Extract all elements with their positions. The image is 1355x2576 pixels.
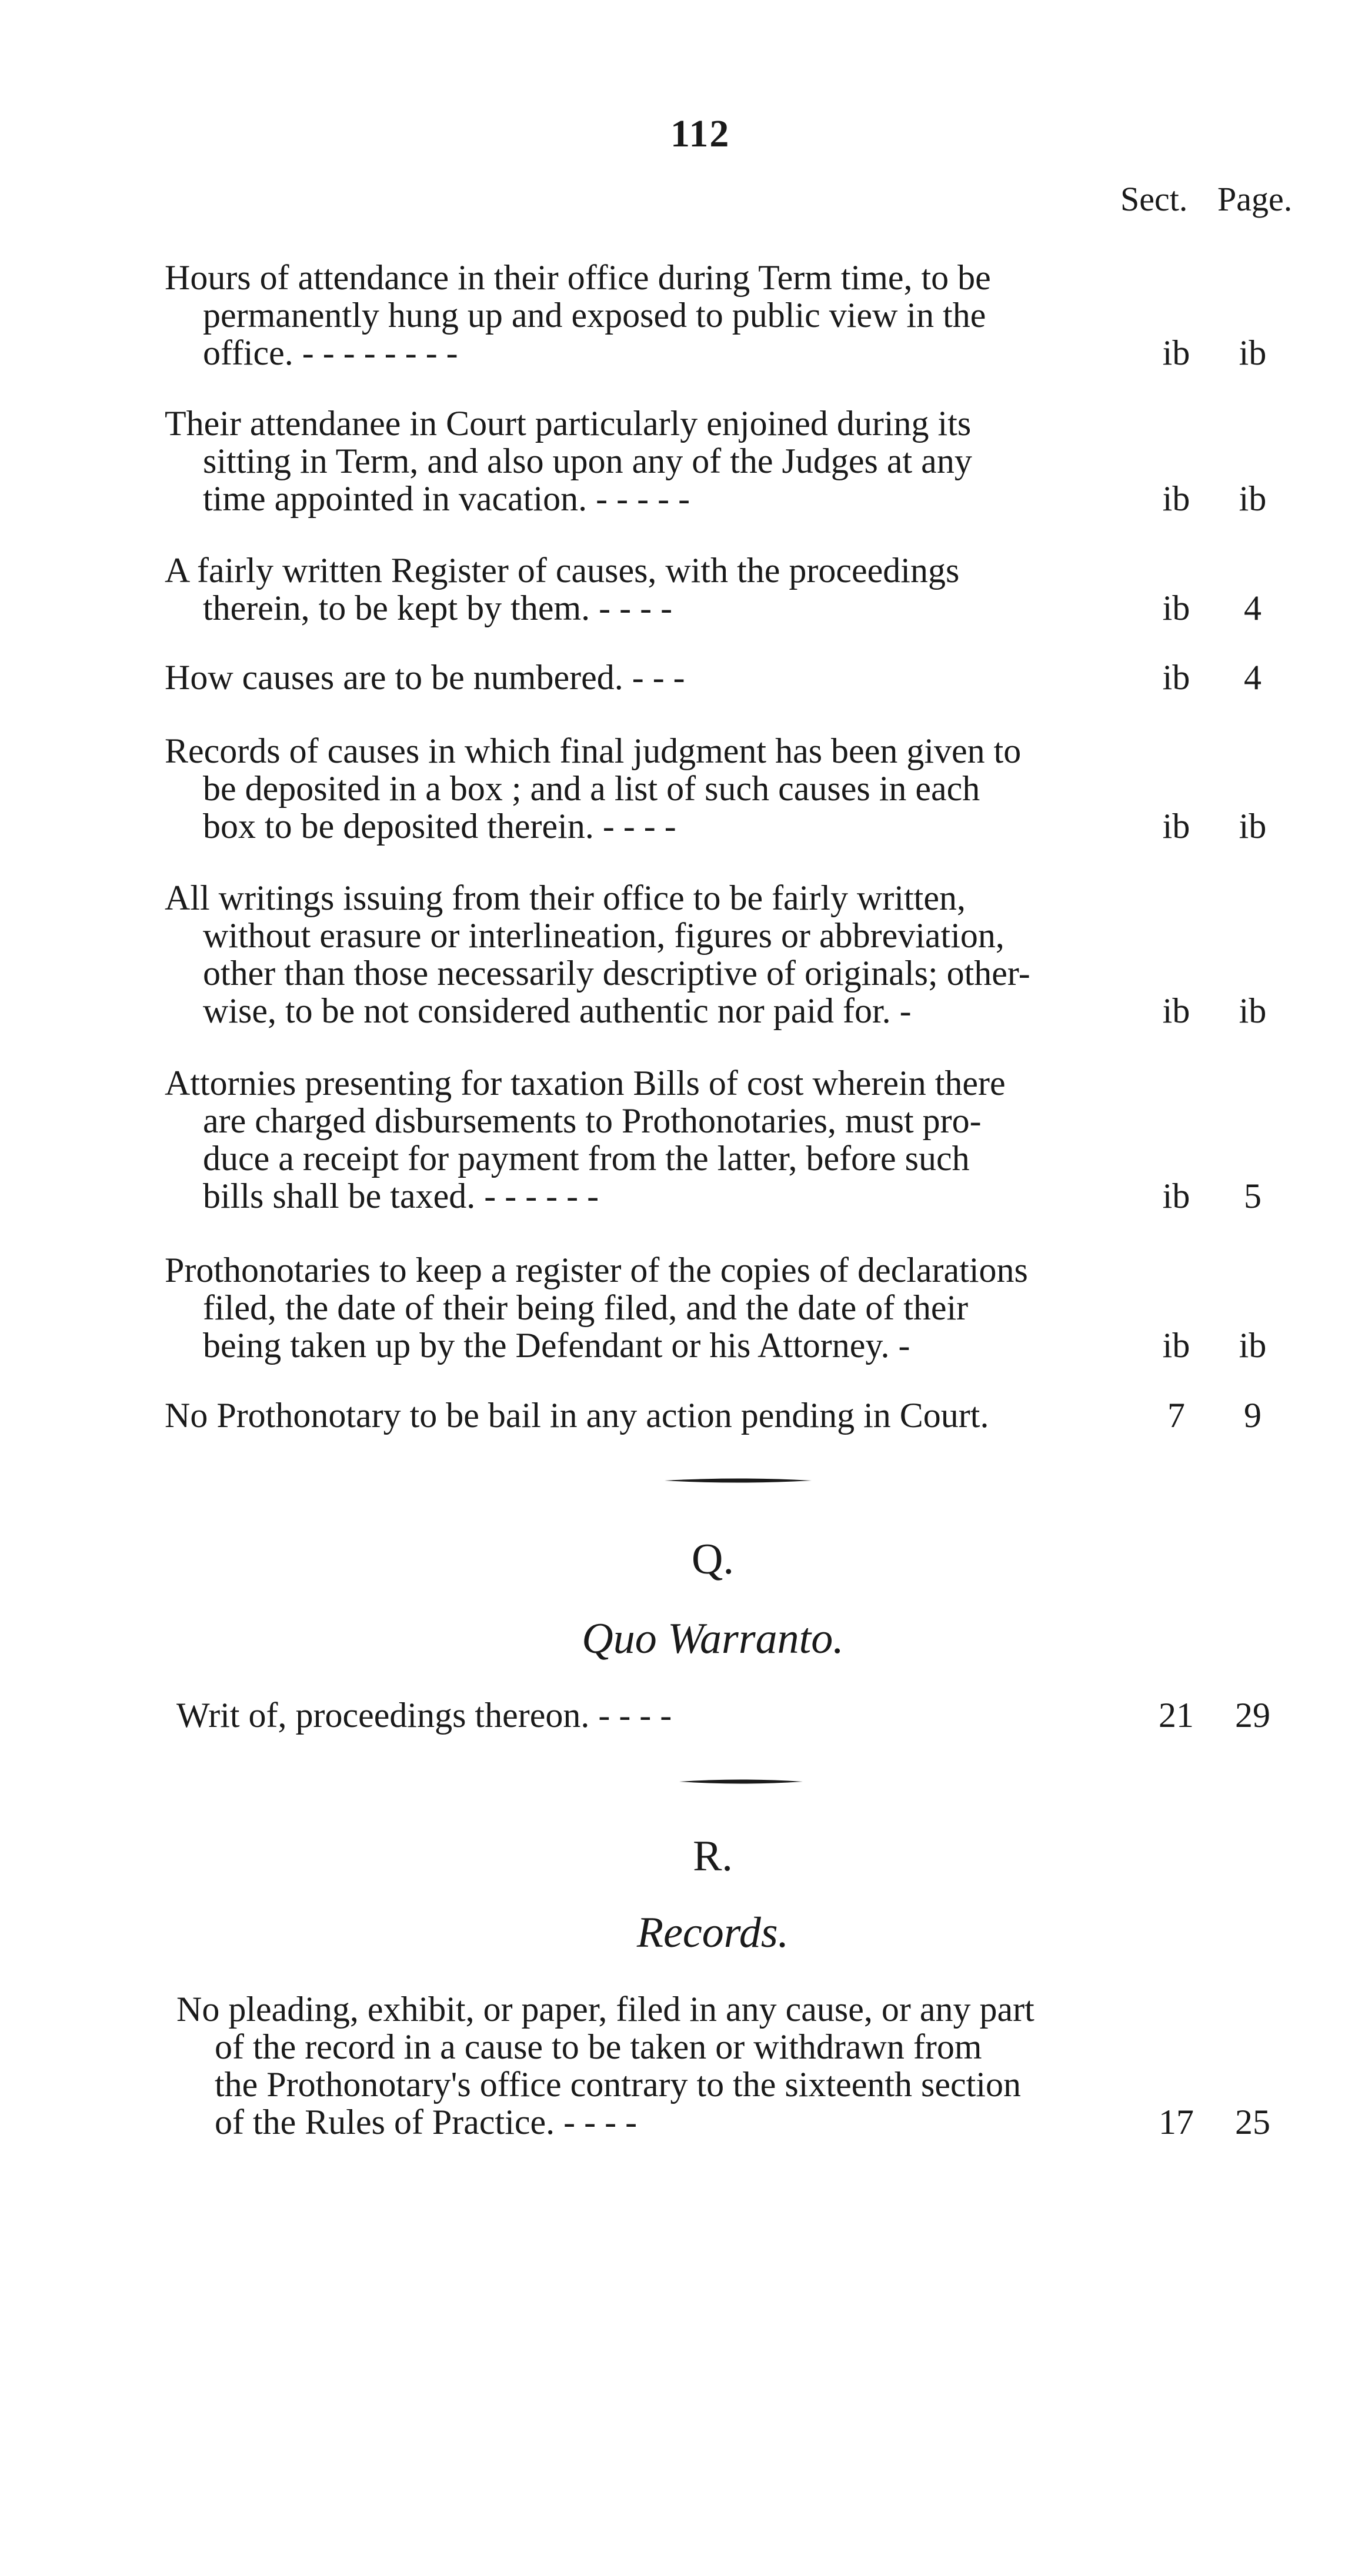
sect-ref: ib <box>1162 991 1190 1030</box>
entry-line: being taken up by the Defendant or his Attorney. - <box>203 1326 910 1365</box>
sect-ref: ib <box>1162 1177 1190 1215</box>
entry-line: the Prothonotary's office contrary to the sixteenth section <box>215 2065 1022 2104</box>
entry-line: are charged disbursements to Prothonotaries, must pro- <box>203 1101 982 1140</box>
entry-line: box to be deposited therein. - - - - <box>203 807 676 846</box>
index-entry <box>0 1064 1355 1215</box>
entry-line: No Prothonotary to be bail in any action pending in Court. <box>165 1396 989 1435</box>
sect-ref: 7 <box>1167 1396 1185 1435</box>
entry-line: Their attendanee in Court particularly enjoined during its <box>165 404 972 443</box>
entry-line: Prothonotaries to keep a register of the copies of declarations <box>165 1251 1028 1289</box>
page-ref: 5 <box>1244 1177 1261 1215</box>
entry-line: be deposited in a box ; and a list of such causes in each <box>203 769 980 808</box>
section-heading-quo-warranto: Quo Warranto. <box>582 1615 844 1663</box>
index-entry <box>0 552 1355 627</box>
entry-line: other than those necessarily descriptive of originals; other- <box>203 954 1030 993</box>
index-entry <box>0 405 1355 517</box>
page-ref: ib <box>1239 1326 1267 1365</box>
ornamental-rule <box>679 1779 803 1785</box>
index-entry <box>0 732 1355 845</box>
page-number: 112 <box>670 112 730 155</box>
sect-column-header: Sect. <box>1120 180 1188 218</box>
section-heading-records: Records. <box>636 1909 789 1957</box>
sect-ref: ib <box>1162 479 1190 518</box>
entry-line: How causes are to be numbered. - - - <box>165 658 685 697</box>
entry-line: wise, to be not considered authentic nor paid for. - <box>203 991 912 1030</box>
sect-ref: ib <box>1162 1326 1190 1365</box>
index-entry <box>0 1251 1355 1364</box>
index-entry <box>0 659 1355 696</box>
index-entry <box>0 1696 1355 1734</box>
page-ref: 25 <box>1235 2103 1270 2141</box>
index-entry <box>0 1396 1355 1434</box>
page-ref: 29 <box>1235 1696 1270 1735</box>
sect-ref: ib <box>1162 807 1190 846</box>
entry-line: All writings issuing from their office to be fairly written, <box>165 878 966 917</box>
entry-line: No pleading, exhibit, or paper, filed in any cause, or any part <box>176 1990 1034 2029</box>
section-letter-q: Q. <box>692 1535 734 1583</box>
sect-ref: 21 <box>1159 1696 1194 1735</box>
entry-line: without erasure or interlineation, figures or abbreviation, <box>203 916 1004 955</box>
page-ref: ib <box>1239 479 1267 518</box>
entry-line: Records of causes in which final judgment has been given to <box>165 731 1022 770</box>
page-ref: 4 <box>1244 658 1261 697</box>
page-column-header: Page. <box>1217 180 1293 218</box>
page-ref: ib <box>1239 807 1267 846</box>
entry-line: Hours of attendance in their office during Term time, to be <box>165 258 991 297</box>
entry-line: office. - - - - - - - - <box>203 333 458 372</box>
entry-line: sitting in Term, and also upon any of the Judges at any <box>203 442 972 480</box>
entry-line: duce a receipt for payment from the latter, before such <box>203 1139 970 1178</box>
page-ref: ib <box>1239 333 1267 372</box>
ornamental-rule <box>665 1478 812 1484</box>
entry-line: therein, to be kept by them. - - - - <box>203 589 673 627</box>
entry-line: Attornies presenting for taxation Bills of cost wherein there <box>165 1064 1006 1102</box>
entry-line: filed, the date of their being filed, and the date of their <box>203 1288 969 1327</box>
index-entry <box>0 259 1355 372</box>
entry-line: of the Rules of Practice. - - - - <box>215 2103 638 2141</box>
section-letter-r: R. <box>693 1832 733 1880</box>
entry-line: time appointed in vacation. - - - - - <box>203 479 690 518</box>
page-ref: 4 <box>1244 589 1261 627</box>
entry-line: permanently hung up and exposed to public view in the <box>203 296 986 335</box>
index-entry <box>0 879 1355 1030</box>
sect-ref: ib <box>1162 333 1190 372</box>
index-entry <box>0 1990 1355 2141</box>
page-ref: ib <box>1239 991 1267 1030</box>
entry-line: bills shall be taxed. - - - - - - <box>203 1177 599 1215</box>
sect-ref: ib <box>1162 658 1190 697</box>
entry-line: A fairly written Register of causes, with the proceedings <box>165 551 960 590</box>
page-ref: 9 <box>1244 1396 1261 1435</box>
entry-line: Writ of, proceedings thereon. - - - - <box>176 1696 672 1735</box>
sect-ref: 17 <box>1159 2103 1194 2141</box>
sect-ref: ib <box>1162 589 1190 627</box>
entry-line: of the record in a cause to be taken or withdrawn from <box>215 2027 982 2066</box>
